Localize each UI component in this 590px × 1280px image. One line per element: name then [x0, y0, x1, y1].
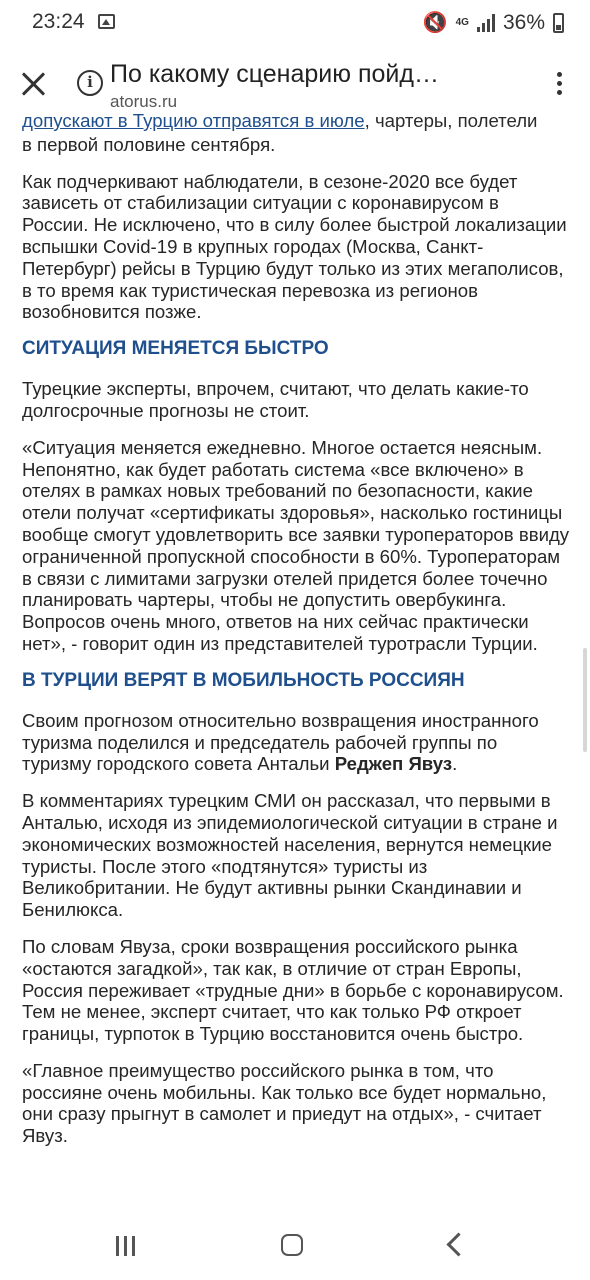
person-name-bold: Реджеп Явуз	[334, 753, 453, 775]
gallery-notification-icon	[98, 14, 115, 29]
paragraph-7: «Главное преимущество российского рынка в том, что россияне очень мобильны. Как только все будет нормально, они сразу прыгнут в самолет и приедут на отдых», - считает Явуз.	[22, 1059, 547, 1147]
paragraph-4-start: Своим прогнозом относительно возвращения иностранного туризма поделился и председатель рабочей группы по туризму городского совета Антальи	[22, 709, 539, 775]
status-bar	[0, 0, 590, 46]
scrollbar-thumb[interactable]	[583, 648, 587, 752]
paragraph-6: По словам Явуза, сроки возвращения российского рынка «остаются загадкой», так как, в отличие от стран Европы, Россия переживает «трудные дни» в борьбе с коронавирусом. Тем не менее, эксперт считает, что как только РФ откроет границы, турпоток в Турцию восстановится очень быстро.	[22, 935, 564, 1045]
inline-link[interactable]: допускают в Турцию отправятся в июле	[22, 110, 365, 131]
paragraph-1: Как подчеркивают наблюдатели, в сезоне-2020 все будет зависеть от стабилизации ситуации с коронавирусом в России. Не исключено, что в силу более быстрой локализации вспышки Covid-19 в крупных городах (Москва, Санкт-Петербург) рейсы в Турцию будут только из этих мегаполисов, в то время как туристическая перевозка из регионов возобновится позже.	[22, 170, 567, 323]
paragraph-3: «Ситуация меняется ежедневно. Многое остается неясным. Непонятно, как будет работать система «все включено» в отелях в рамках новых требований по безопасности, какие отели получат «сертификаты здоровья», насколько гостиницы вообще смогут удовлетворить все заявки туроператоров ввиду ограниченной пропускной способности в 60%. Туроператорам в связи с лимитами загрузки отелей придется более точечно планировать чартеры, чтобы не допустить овербукинга. Вопросов очень много, ответов на них сейчас практически нет», - говорит один из представителей туротрасли Турции.	[22, 436, 570, 654]
article-viewport[interactable]	[0, 110, 590, 1212]
network-type-label: 4G	[455, 16, 469, 28]
paragraph-2: Турецкие эксперты, впрочем, считают, что делать какие-то долгосрочные прогнозы не стоит.	[22, 378, 529, 421]
battery-icon	[553, 13, 564, 33]
close-icon[interactable]	[20, 70, 48, 98]
home-icon[interactable]	[281, 1234, 303, 1256]
article-body	[0, 110, 590, 1147]
mute-icon: 🔇	[422, 12, 448, 34]
more-options-icon[interactable]	[557, 72, 563, 98]
page-domain: atorus.ru	[110, 92, 178, 111]
system-nav-bar	[0, 1212, 590, 1280]
paragraph-4-end: .	[452, 753, 458, 775]
cut-off-line	[22, 110, 570, 132]
cut-off-text: , чартеры, полетели	[364, 110, 538, 131]
signal-icon	[477, 14, 495, 32]
paragraph-intro-end: в первой половине сентября.	[22, 133, 276, 155]
status-time: 23:24	[32, 10, 85, 33]
paragraph-5: В комментариях турецким СМИ он рассказал, что первыми в Анталью, исходя из эпидемиологической ситуации в стране и экономических возможностей населения, вернутся немецкие туристы. После этого «подтянутся» туристы из Великобритании. Не будут активны рынки Скандинавии и Бенилюкса.	[22, 790, 558, 921]
status-right-group	[423, 10, 564, 35]
back-icon[interactable]	[446, 1232, 470, 1256]
page-title: По какому сценарию пойд…	[110, 60, 439, 88]
battery-percent: 36%	[502, 10, 545, 34]
paragraph-4	[22, 710, 570, 775]
info-icon[interactable]: i	[77, 70, 103, 96]
section-heading-1: СИТУАЦИЯ МЕНЯЕТСЯ БЫСТРО	[22, 338, 329, 360]
recents-icon[interactable]	[116, 1236, 138, 1256]
section-heading-2: В ТУРЦИИ ВЕРЯТ В МОБИЛЬНОСТЬ РОССИЯН	[22, 669, 465, 691]
